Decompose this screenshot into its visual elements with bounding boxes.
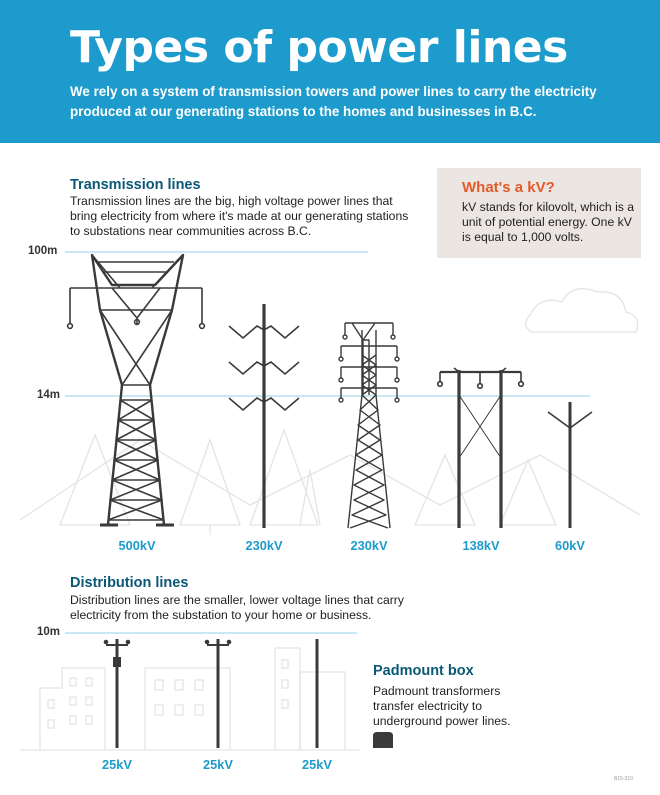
voltage-label-25kv-2: 25kV (203, 757, 233, 772)
voltage-label-230kv-pole: 230kV (245, 538, 283, 553)
page-title: Types of power lines (70, 22, 568, 73)
narrow-lattice-tower-icon (339, 323, 399, 528)
height-label-14m: 14m (37, 389, 61, 401)
padmount-box-icon (373, 732, 393, 748)
pole-with-transformer-icon (105, 639, 130, 748)
voltage-label-500kv: 500kV (118, 538, 156, 553)
padmount-text: Padmount transformers transfer electricity to underground power lines. (373, 684, 511, 728)
lattice-tower-icon (68, 255, 205, 525)
page-subtitle: We rely on a system of transmission towers and power lines to carry the electricity produced at our generating stations to the homes and businesses in B.C. (70, 84, 597, 119)
distribution-description: Distribution lines are the smaller, lower voltage lines that carry electricity from the substation to your home or business. (70, 593, 404, 622)
kv-info-text: kV stands for kilovolt, which is a unit of potential energy. One kV is equal to 1,000 volts. (462, 200, 635, 244)
padmount-title: Padmount box (373, 663, 474, 679)
transmission-description: Transmission lines are the big, high voltage power lines that bring electricity from where it's made at our generating stations to substations near communities across B.C. (70, 194, 409, 238)
voltage-label-138kv: 138kV (462, 538, 500, 553)
transmission-title: Transmission lines (70, 177, 201, 193)
height-label-100m: 100m (28, 245, 58, 257)
h-frame-tower-icon (438, 368, 524, 528)
distribution-title: Distribution lines (70, 575, 189, 591)
single-pole-tower-icon (229, 304, 299, 528)
height-label-10m: 10m (37, 626, 61, 638)
small-pole-icon (548, 402, 592, 528)
pole-with-crossarm-icon (206, 639, 231, 748)
footer-code: B15-310 (614, 776, 633, 782)
voltage-label-60kv: 60kV (555, 538, 585, 553)
kv-info-box (437, 168, 641, 258)
voltage-label-230kv-lattice: 230kV (350, 538, 388, 553)
voltage-label-25kv-3: 25kV (302, 757, 332, 772)
voltage-label-25kv-1: 25kV (102, 757, 132, 772)
kv-info-title: What's a kV? (462, 179, 555, 196)
